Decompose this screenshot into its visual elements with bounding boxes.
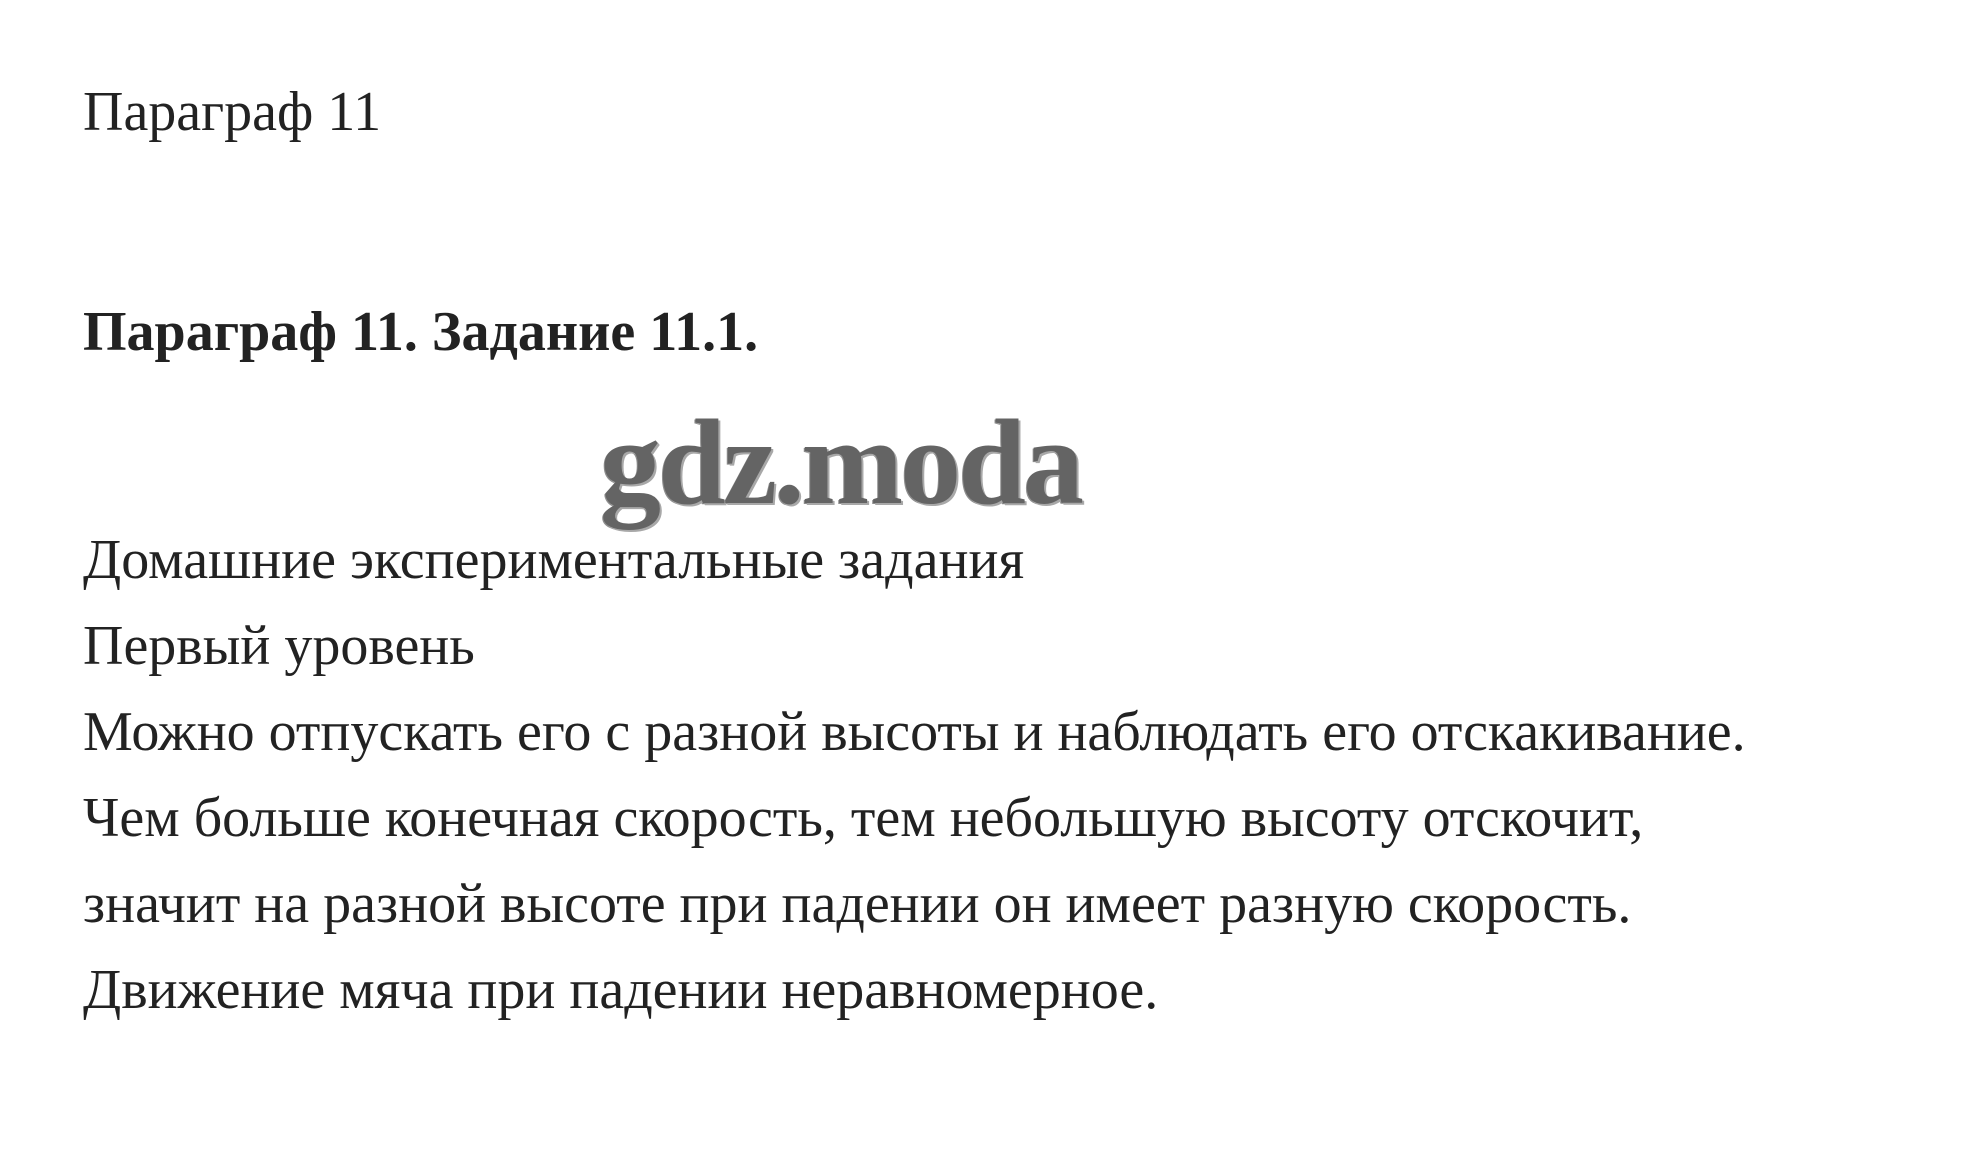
text-line: Можно отпускать его с разной высоты и наблюдать его отскакивание.: [83, 701, 1746, 763]
watermark-logo: gdz.moda: [600, 395, 1081, 530]
answer-text: [83, 517, 1746, 1033]
text-line: Первый уровень: [83, 615, 475, 677]
text-line: значит на разной высоте при падении он имеет разную скорость.: [83, 873, 1632, 935]
text-line: Движение мяча при падении неравномерное.: [83, 959, 1159, 1021]
text-line: Чем больше конечная скорость, тем небольшую высоту отскочит,: [83, 787, 1644, 849]
text-line: Домашние экспериментальные задания: [83, 529, 1025, 591]
paragraph-title: Параграф 11: [83, 81, 382, 143]
task-title: Параграф 11. Задание 11.1.: [83, 301, 759, 363]
